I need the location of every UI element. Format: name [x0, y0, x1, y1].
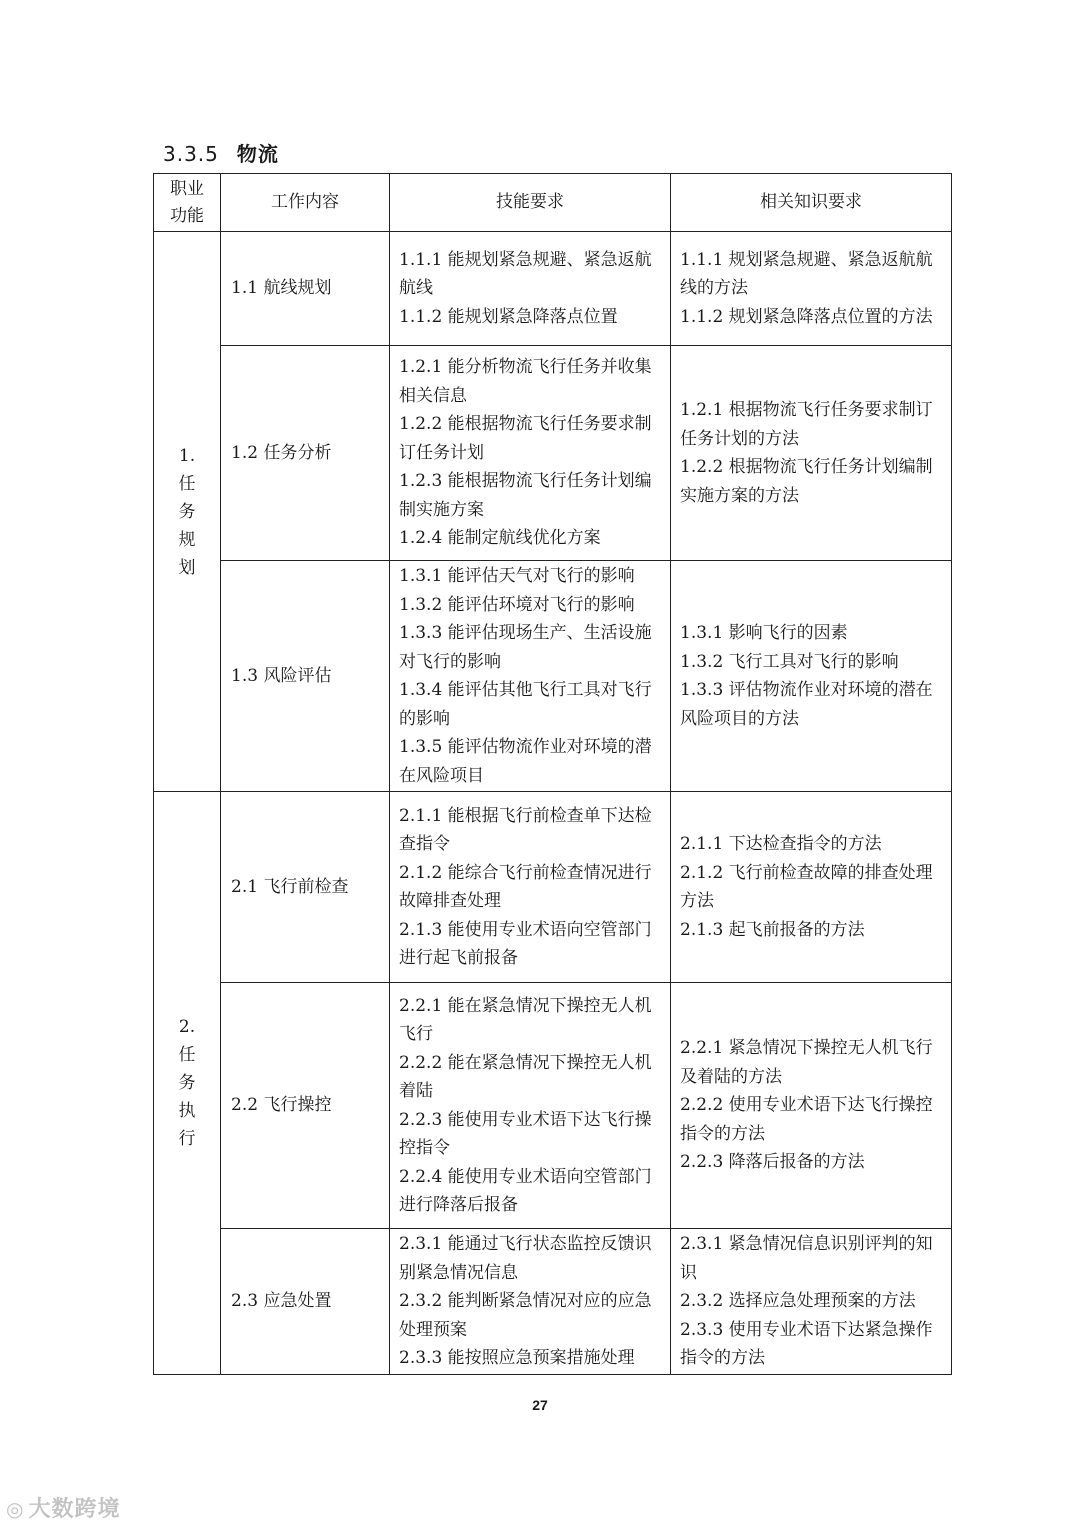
section-title: 物流 — [236, 142, 279, 166]
func-char: 任 — [178, 1044, 196, 1065]
skill-item: 1.3.5 能评估物流作业对环境的潜在风险项目 — [399, 737, 652, 786]
skill-item: 1.2.4 能制定航线优化方案 — [399, 528, 601, 549]
knowledge-cell — [671, 232, 952, 346]
header-skill: 技能要求 — [390, 174, 671, 232]
knowledge-item: 2.2.1 紧急情况下操控无人机飞行及着陆的方法 — [680, 1038, 933, 1087]
table-row — [154, 346, 952, 561]
skill-item: 2.3.3 能按照应急预案措施处理 — [399, 1348, 635, 1368]
func-char: 执 — [178, 1100, 196, 1121]
knowledge-item: 1.1.1 规划紧急规避、紧急返航航线的方法 — [680, 249, 933, 299]
knowledge-item: 1.3.1 影响飞行的因素 — [680, 623, 848, 643]
skill-item: 1.2.1 能分析物流飞行任务并收集相关信息 — [399, 357, 652, 406]
skill-item: 2.1.2 能综合飞行前检查情况进行故障排查处理 — [399, 862, 652, 911]
header-func: 职业功能 — [154, 174, 221, 232]
knowledge-item: 2.2.2 使用专业术语下达飞行操控指令的方法 — [680, 1095, 933, 1144]
knowledge-item: 2.1.3 起飞前报备的方法 — [680, 919, 865, 940]
knowledge-item: 1.3.3 评估物流作业对环境的潜在风险项目的方法 — [680, 680, 933, 729]
func-char: 2. — [178, 1016, 196, 1037]
knowledge-item: 1.3.2 飞行工具对飞行的影响 — [680, 651, 899, 672]
func-char: 行 — [178, 1128, 196, 1149]
skill-item: 1.1.1 能规划紧急规避、紧急返航航线 — [399, 249, 652, 299]
skill-item: 2.3.1 能通过飞行状态监控反馈识别紧急情况信息 — [399, 1234, 652, 1283]
knowledge-item: 2.3.2 选择应急处理预案的方法 — [680, 1291, 916, 1311]
knowledge-cell — [671, 1229, 952, 1375]
skill-cell — [390, 346, 671, 561]
knowledge-cell — [671, 346, 952, 561]
skill-item: 2.3.2 能判断紧急情况对应的应急处理预案 — [399, 1291, 652, 1340]
knowledge-item: 1.2.2 根据物流飞行任务计划编制实施方案的方法 — [680, 457, 933, 506]
skill-cell — [390, 792, 671, 983]
skill-item: 2.2.3 能使用专业术语下达飞行操控指令 — [399, 1109, 652, 1158]
content-cell: 2.1 飞行前检查 — [221, 792, 390, 983]
table-row — [154, 792, 952, 983]
skill-item: 2.1.3 能使用专业术语向空管部门进行起飞前报备 — [399, 919, 652, 968]
knowledge-item: 2.3.3 使用专业术语下达紧急操作指令的方法 — [680, 1319, 933, 1368]
skill-cell — [390, 1229, 671, 1375]
content-cell: 2.3 应急处置 — [221, 1229, 390, 1375]
content-cell: 1.2 任务分析 — [221, 346, 390, 561]
knowledge-item: 1.1.2 规划紧急降落点位置的方法 — [680, 306, 933, 327]
func-char: 务 — [178, 501, 196, 522]
table-row — [154, 983, 952, 1229]
content-cell: 1.3 风险评估 — [221, 561, 390, 792]
header-knowledge: 相关知识要求 — [671, 174, 952, 232]
knowledge-cell — [671, 983, 952, 1229]
watermark-text: 大数跨境 — [28, 1497, 121, 1522]
skill-item: 2.2.1 能在紧急情况下操控无人机飞行 — [399, 995, 652, 1044]
skill-item: 1.2.2 能根据物流飞行任务要求制订任务计划 — [399, 414, 652, 463]
func-char: 规 — [178, 529, 196, 550]
skill-cell — [390, 232, 671, 346]
knowledge-item: 1.2.1 根据物流飞行任务要求制订任务计划的方法 — [680, 400, 933, 449]
skill-item: 1.3.3 能评估现场生产、生活设施对飞行的影响 — [399, 623, 652, 672]
knowledge-cell — [671, 792, 952, 983]
skill-item: 2.1.1 能根据飞行前检查单下达检查指令 — [399, 805, 652, 854]
knowledge-item: 2.3.1 紧急情况信息识别评判的知识 — [680, 1234, 933, 1283]
knowledge-item: 2.2.3 降落后报备的方法 — [680, 1152, 865, 1173]
table-header-row — [154, 174, 952, 232]
content-cell: 1.1 航线规划 — [221, 232, 390, 346]
table-row — [154, 561, 952, 792]
knowledge-cell — [671, 561, 952, 792]
section-number: 3.3.5 — [163, 142, 219, 166]
skill-cell — [390, 983, 671, 1229]
func-cell — [154, 792, 221, 1375]
knowledge-item: 2.1.2 飞行前检查故障的排查处理方法 — [680, 862, 933, 911]
func-cell — [154, 232, 221, 792]
skill-item: 1.3.1 能评估天气对飞行的影响 — [399, 566, 635, 586]
skill-item: 1.1.2 能规划紧急降落点位置 — [399, 306, 618, 327]
skill-item: 1.2.3 能根据物流飞行任务计划编制实施方案 — [399, 471, 652, 520]
page-number: 27 — [532, 1397, 548, 1413]
func-char: 划 — [178, 557, 196, 578]
skill-item: 1.3.4 能评估其他飞行工具对飞行的影响 — [399, 680, 652, 729]
requirements-table — [153, 173, 952, 1375]
skill-cell — [390, 561, 671, 792]
header-content: 工作内容 — [221, 174, 390, 232]
knowledge-item: 2.1.1 下达检查指令的方法 — [680, 834, 882, 854]
table-row — [154, 1229, 952, 1375]
skill-item: 2.2.4 能使用专业术语向空管部门进行降落后报备 — [399, 1166, 652, 1215]
table-row — [154, 232, 952, 346]
func-char: 务 — [178, 1072, 196, 1093]
weibo-logo-icon: ◎ — [6, 1497, 25, 1521]
func-char: 任 — [178, 473, 196, 494]
skill-item: 2.2.2 能在紧急情况下操控无人机着陆 — [399, 1052, 652, 1101]
skill-item: 1.3.2 能评估环境对飞行的影响 — [399, 594, 635, 615]
section-heading — [163, 138, 279, 167]
func-char: 1. — [178, 445, 196, 466]
watermark — [6, 1492, 120, 1523]
content-cell: 2.2 飞行操控 — [221, 983, 390, 1229]
